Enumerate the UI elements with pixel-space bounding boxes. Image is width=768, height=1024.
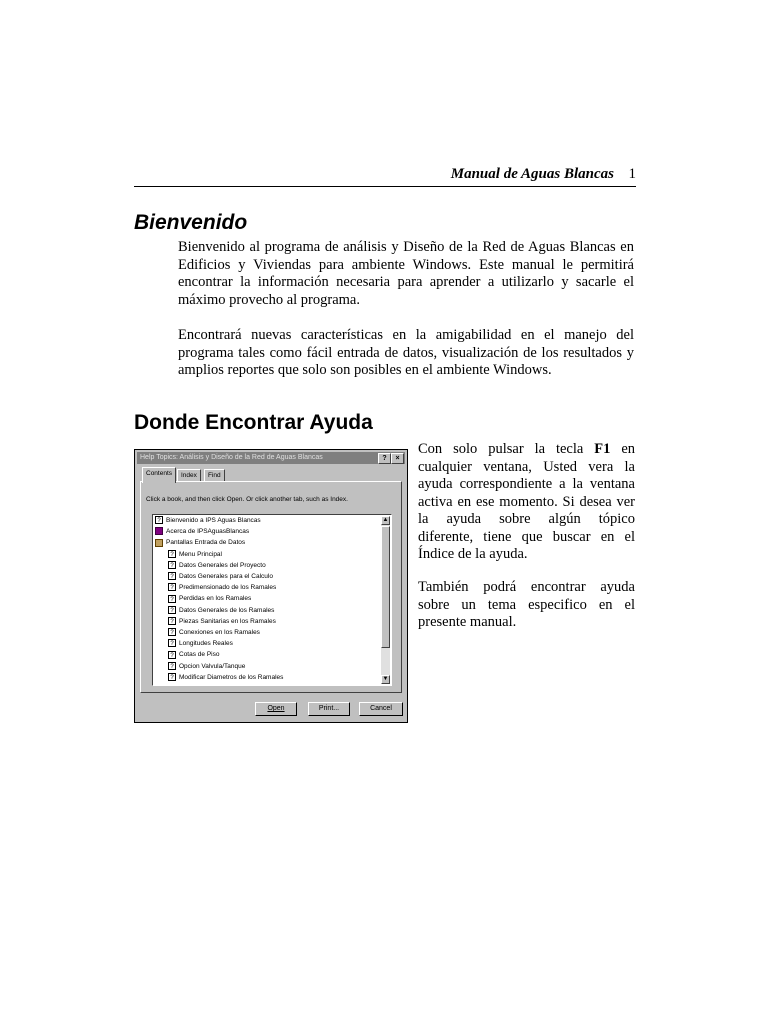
tree-item[interactable] bbox=[168, 673, 283, 683]
scroll-up-icon[interactable]: ▲ bbox=[382, 517, 389, 523]
open-book-icon bbox=[155, 539, 163, 547]
help-icon[interactable]: ? bbox=[378, 453, 391, 464]
print-button[interactable]: Print... bbox=[308, 702, 350, 716]
tab-index[interactable]: Index bbox=[177, 469, 201, 482]
help-page-icon: ? bbox=[168, 561, 176, 569]
tree-item-label: Conexiones en los Ramales bbox=[179, 629, 260, 636]
dialog-title-bar bbox=[137, 452, 405, 464]
tree-item[interactable] bbox=[168, 594, 251, 604]
tree-item-label: Bienvenido a IPS Aguas Blancas bbox=[166, 517, 261, 524]
instruction-text: Click a book, and then click Open. Or click another tab, such as Index. bbox=[146, 496, 348, 503]
tree-item-label: Modificar Diametros de los Ramales bbox=[179, 673, 284, 681]
tree-item-label: Datos Generales del Proyecto bbox=[179, 561, 266, 569]
tree-item[interactable] bbox=[168, 662, 245, 672]
section-title-ayuda: Donde Encontrar Ayuda bbox=[134, 411, 373, 434]
scroll-down-icon[interactable]: ▼ bbox=[382, 676, 389, 682]
running-header bbox=[134, 166, 636, 187]
help-page-icon: ? bbox=[168, 617, 176, 625]
tree-item-label: Datos Generales de los Ramales bbox=[179, 606, 275, 614]
tree-item-label: Pantallas Entrada de Datos bbox=[166, 539, 246, 547]
book-icon bbox=[155, 527, 163, 535]
help-page-icon: ? bbox=[155, 516, 163, 524]
tree-item-label: Datos Generales para el Calculo bbox=[179, 573, 273, 580]
tree-item[interactable] bbox=[155, 516, 261, 526]
help-page-icon: ? bbox=[168, 639, 176, 647]
tree-item-label: Perdidas en los Ramales bbox=[179, 595, 252, 603]
tree-item[interactable] bbox=[168, 617, 276, 627]
tree-item-label: Acerca de IPSAguasBlancas bbox=[166, 528, 250, 536]
welcome-paragraph-1: Bienvenido al programa de análisis y Diseño de la Red de Aguas Blancas en Edificios y Viviendas para ambiente Windows. Este manual le permitirá encontrar la información necesaria para aprender a utilizarlo y sacarle el máximo provecho al programa. bbox=[178, 239, 634, 308]
tree-item[interactable] bbox=[168, 628, 260, 638]
page-number: 1 bbox=[628, 166, 636, 182]
tree-item-label: Piezas Sanitarias en los Ramales bbox=[179, 617, 276, 625]
tree-item-label: Menu Principal bbox=[179, 550, 222, 558]
tab-find[interactable]: Find bbox=[204, 469, 225, 482]
tree-item-label: Longitudes Reales bbox=[179, 640, 233, 648]
tree-item-label: Predimensionado de los Ramales bbox=[179, 584, 277, 592]
tree-item[interactable] bbox=[168, 639, 233, 649]
tab-contents[interactable]: Contents bbox=[142, 467, 176, 483]
tree-item-label: Opcion Valvula/Tanque bbox=[179, 662, 246, 670]
help-paragraph-2: También podrá encontrar ayuda sobre un tema especifico en el presente manual. bbox=[418, 579, 635, 630]
contents-tree[interactable] bbox=[152, 514, 392, 686]
help-page-icon: ? bbox=[168, 550, 176, 558]
help-paragraph-1 bbox=[418, 441, 635, 564]
tree-item[interactable] bbox=[168, 606, 274, 616]
help-page-icon: ? bbox=[168, 651, 176, 659]
tree-item[interactable] bbox=[168, 650, 219, 660]
open-button[interactable] bbox=[255, 702, 297, 716]
tree-item[interactable] bbox=[155, 538, 245, 548]
tree-item[interactable] bbox=[168, 583, 276, 593]
help-page-icon: ? bbox=[168, 595, 176, 603]
f1-key-label: F1 bbox=[594, 441, 611, 457]
welcome-paragraph-2: Encontrará nuevas características en la amigabilidad en el manejo del programa tales como fácil entrada de datos, visualización de los resultados y amplios reportes que solo son posibles en el ambiente Windows. bbox=[178, 327, 634, 378]
dialog-title: Help Topics: Análisis y Diseño de la Red de Aguas Blancas bbox=[140, 454, 323, 461]
tree-item[interactable] bbox=[168, 561, 266, 571]
tree-item[interactable] bbox=[168, 572, 273, 582]
header-title: Manual de Aguas Blancas bbox=[450, 166, 614, 182]
scroll-thumb[interactable] bbox=[381, 526, 390, 648]
tree-item[interactable] bbox=[168, 550, 222, 560]
help-page-icon: ? bbox=[168, 673, 176, 681]
help-page-icon: ? bbox=[168, 662, 176, 670]
cancel-button[interactable]: Cancel bbox=[359, 702, 403, 716]
help-paragraph-1-start: Con solo pulsar la tecla bbox=[418, 441, 595, 457]
help-paragraph-1-end: en cualquier ventana, Usted vera la ayuda correspondiente a la ventana activa en ese momento. Si desea ver la ayuda sobre algún tópico diferente, tiene que buscar en el Índice de la ayuda. bbox=[418, 441, 636, 562]
tree-item-label: Cotas de Piso bbox=[179, 651, 220, 659]
open-button-label: Open bbox=[267, 705, 285, 712]
vertical-scrollbar[interactable] bbox=[381, 516, 390, 684]
help-page-icon: ? bbox=[168, 628, 176, 636]
help-page-icon: ? bbox=[168, 606, 176, 614]
section-title-bienvenido: Bienvenido bbox=[134, 211, 248, 234]
help-page-icon: ? bbox=[168, 572, 176, 580]
help-topics-dialog-screenshot bbox=[134, 449, 408, 723]
help-page-icon: ? bbox=[168, 583, 176, 591]
close-icon[interactable]: × bbox=[391, 453, 404, 464]
tree-item[interactable] bbox=[155, 527, 249, 537]
